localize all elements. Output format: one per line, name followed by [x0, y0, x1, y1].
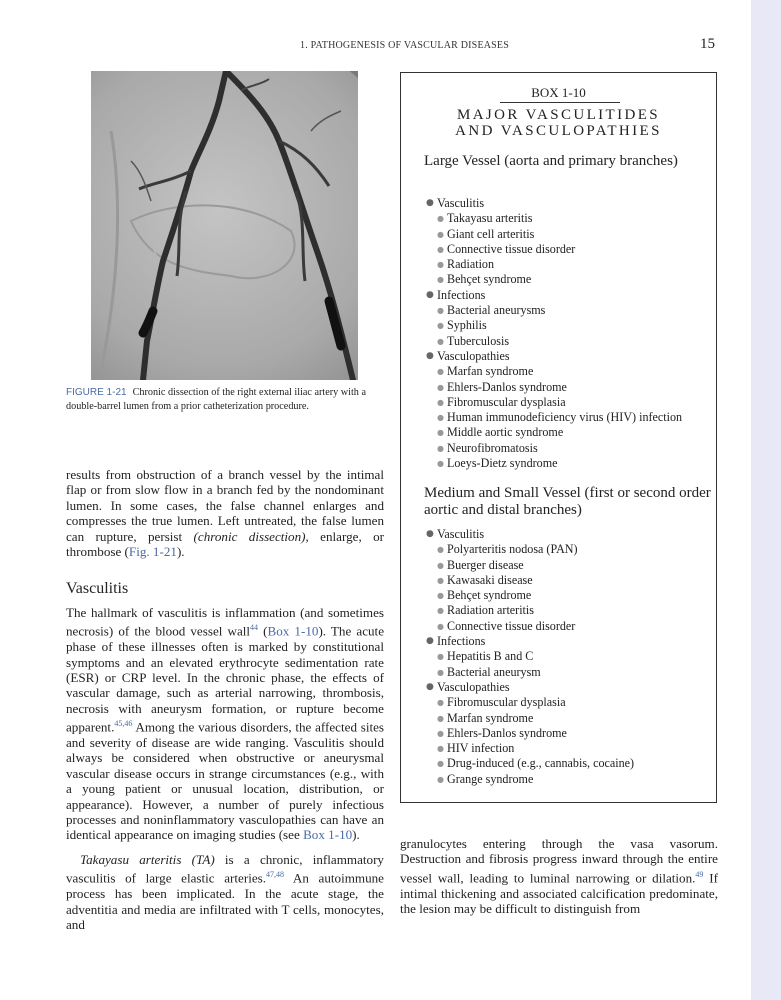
- right-paragraph: [400, 836, 718, 916]
- citation-link[interactable]: 47,48: [266, 870, 285, 880]
- list-item-text: Behçet syndrome: [447, 588, 532, 603]
- large-vessel-list: [401, 196, 718, 471]
- para2-text-3: ). The acute phase of these illnesses often is marked by constitutional symptoms and an elevated erythrocyte sedimentation rate (ESR) or CRP level. In the chronic phase, the effects of vascular damage, such as arterial narrowing, thrombosis, necrosis with aneurysm formation, or rupture become apparent.: [66, 623, 385, 735]
- box-reference-link[interactable]: Box 1-10: [303, 827, 353, 843]
- right-para-text-2: If intimal thickening and associated calcification predominate, the lesion may be difficult to distinguish from: [400, 870, 718, 916]
- list-item: [401, 680, 718, 695]
- list-item: [401, 573, 718, 588]
- bullet-icon: ●: [426, 529, 434, 539]
- sub-bullet-icon: ●: [437, 397, 444, 407]
- list-item-text: Hepatitis B and C: [447, 649, 534, 664]
- angiogram-figure: [91, 71, 358, 380]
- list-item-text: Fibromuscular dysplasia: [447, 394, 566, 409]
- sub-bullet-icon: ●: [437, 575, 444, 585]
- list-item-text: Tuberculosis: [447, 333, 510, 348]
- list-item: [401, 634, 718, 649]
- page-edge-strip: [751, 0, 781, 1000]
- para2-text-5: ).: [352, 827, 360, 843]
- list-item: [401, 588, 718, 603]
- sub-bullet-icon: ●: [437, 443, 444, 453]
- list-item: [401, 318, 718, 333]
- sub-bullet-icon: ●: [437, 382, 444, 392]
- list-item: [401, 456, 718, 471]
- list-item: [401, 257, 718, 272]
- list-item: [401, 665, 718, 680]
- bullet-icon: ●: [426, 636, 434, 647]
- bullet-icon: ●: [426, 350, 434, 361]
- sub-bullet-icon: ●: [437, 759, 444, 769]
- sub-bullet-icon: ●: [437, 713, 444, 723]
- list-item: [401, 441, 718, 456]
- para1-end: ).: [176, 544, 185, 560]
- list-item-text: Bacterial aneurysm: [447, 664, 541, 679]
- list-item-text: Middle aortic syndrome: [447, 425, 564, 440]
- sub-bullet-icon: ●: [437, 744, 444, 754]
- box-title: [401, 107, 716, 139]
- para1-italic: (chronic dissection),: [193, 528, 309, 544]
- list-item: [401, 242, 718, 257]
- list-item-text: Buerger disease: [447, 557, 524, 572]
- box-rule: [500, 102, 620, 103]
- figure-caption: [66, 386, 386, 414]
- list-item: [401, 542, 718, 557]
- list-item-text: Vasculopathies: [437, 679, 510, 694]
- list-item-text: Syphilis: [447, 318, 487, 333]
- figure-caption-text: Chronic dissection of the right external iliac artery with a double-barrel lumen from a prior catheterization procedure.: [66, 387, 366, 412]
- list-item-text: Giant cell arteritis: [447, 226, 535, 241]
- list-item: [401, 741, 718, 756]
- list-item-text: Neurofibromatosis: [447, 440, 538, 455]
- list-item-text: Marfan syndrome: [447, 710, 534, 725]
- list-item: [401, 334, 718, 349]
- list-item: [401, 603, 718, 618]
- list-item: [401, 695, 718, 710]
- sub-bullet-icon: ●: [437, 229, 444, 239]
- sub-bullet-icon: ●: [437, 306, 444, 316]
- citation-link[interactable]: 45,46: [114, 719, 133, 729]
- list-item-text: Vasculopathies: [437, 348, 510, 363]
- list-item: [401, 349, 718, 364]
- list-item: [401, 272, 718, 287]
- sub-bullet-icon: ●: [437, 560, 444, 570]
- sub-bullet-icon: ●: [437, 428, 444, 438]
- sub-bullet-icon: ●: [437, 275, 444, 285]
- list-item-text: Ehlers-Danlos syndrome: [447, 725, 567, 740]
- list-item-text: Connective tissue disorder: [447, 618, 576, 633]
- box-1-10: [400, 72, 717, 803]
- list-item-text: Fibromuscular dysplasia: [447, 695, 566, 710]
- list-item: [401, 425, 718, 440]
- left-paragraph-1: [66, 467, 384, 559]
- sub-bullet-icon: ●: [437, 728, 444, 738]
- list-item-text: Polyarteritis nodosa (PAN): [447, 542, 578, 557]
- list-item: [401, 303, 718, 318]
- list-item: [401, 395, 718, 410]
- bullet-icon: ●: [426, 198, 434, 208]
- sub-bullet-icon: ●: [437, 667, 444, 677]
- list-item-text: Drug-induced (e.g., cannabis, cocaine): [447, 756, 635, 771]
- list-item-text: Vasculitis: [437, 196, 485, 210]
- sub-bullet-icon: ●: [437, 336, 444, 346]
- sub-bullet-icon: ●: [437, 321, 444, 331]
- para2-text-1: The hallmark of vasculitis is inflammation (and sometimes necrosis) of the blood vessel wall: [66, 605, 384, 639]
- sub-bullet-icon: ●: [437, 545, 444, 555]
- list-item-text: Infections: [437, 634, 486, 649]
- list-item: [401, 558, 718, 573]
- list-item-text: Kawasaki disease: [447, 572, 533, 587]
- sub-bullet-icon: ●: [437, 260, 444, 270]
- list-item-text: Marfan syndrome: [447, 364, 534, 379]
- list-item: [401, 649, 718, 664]
- sub-bullet-icon: ●: [437, 591, 444, 601]
- list-item: [401, 227, 718, 242]
- para3-italic: Takayasu arteritis (TA): [80, 852, 215, 867]
- sub-bullet-icon: ●: [437, 459, 444, 469]
- sub-bullet-icon: ●: [437, 621, 444, 631]
- sub-bullet-icon: ●: [437, 606, 444, 616]
- list-item: [401, 410, 718, 425]
- bullet-icon: ●: [426, 289, 434, 300]
- sub-bullet-icon: ●: [437, 214, 444, 224]
- list-item-text: Loeys-Dietz syndrome: [447, 456, 558, 471]
- list-item: [401, 756, 718, 771]
- sub-bullet-icon: ●: [437, 774, 444, 784]
- list-item: [401, 288, 718, 303]
- list-item: [401, 619, 718, 634]
- citation-link[interactable]: 49: [695, 869, 704, 879]
- list-item: [401, 726, 718, 741]
- list-item: [401, 711, 718, 726]
- right-para-text-1: granulocytes entering through the vasa vasorum. Destruction and fibrosis progress inward through the entire vessel wall, leading to luminal narrowing or dilation.: [400, 836, 718, 886]
- list-item-text: Human immunodeficiency virus (HIV) infection: [447, 410, 683, 425]
- sub-bullet-icon: ●: [437, 367, 444, 377]
- list-item-text: HIV infection: [447, 741, 515, 756]
- para1-tail: enlarge, or thrombose (: [66, 528, 384, 560]
- sub-bullet-icon: ●: [437, 698, 444, 708]
- section-heading-large-vessel: Large Vessel (aorta and primary branches): [424, 153, 678, 169]
- list-item-text: Ehlers-Danlos syndrome: [447, 379, 567, 394]
- figure-label: FIGURE 1-21: [66, 387, 127, 398]
- list-item-text: Bacterial aneurysms: [447, 303, 546, 318]
- section-heading-medium-small-vessel: Medium and Small Vessel (first or second order aortic and distal branches): [424, 485, 711, 518]
- running-head: 1. PATHOGENESIS OF VASCULAR DISEASES: [300, 40, 510, 51]
- citation-link[interactable]: 44: [250, 623, 259, 633]
- list-item-text: Connective tissue disorder: [447, 241, 576, 256]
- box-title-line-2: AND VASCULOPATHIES: [455, 123, 662, 139]
- left-paragraph-2: [66, 605, 384, 843]
- list-item: [401, 380, 718, 395]
- left-paragraph-3: [66, 852, 384, 932]
- para3-text-1: is a chronic, inflammatory vasculitis of large elastic arteries.: [66, 852, 384, 886]
- list-item: [401, 211, 718, 226]
- list-item-text: Takayasu arteritis: [447, 211, 533, 226]
- page-number: 15: [700, 36, 715, 52]
- para2-text-2: (: [258, 623, 268, 639]
- section-heading-vasculitis: Vasculitis: [66, 580, 129, 597]
- sub-bullet-icon: ●: [437, 413, 444, 423]
- para1-text: results from obstruction of a branch vessel by the intimal flap or from slow flow in a branch fed by the nondominant lumen. In some cases, the false channel enlarges and compresses the true lumen. Left untreated, the false lumen can rupture, persist: [66, 467, 384, 544]
- list-item-text: Radiation: [447, 257, 495, 272]
- sub-bullet-icon: ●: [437, 652, 444, 662]
- list-item: [401, 772, 718, 787]
- para2-text-4: Among the various disorders, the affected sites and severity of disease are wide ranging. Vasculitis should always be considered when obstructive or aneurysmal vascular disease occurs in strange circumstances (e.g., with a young patient or unusual location, distribution, or appearance). However, a number of purely infectious processes and noninflammatory vasculopathies can have an identical appearance on imaging studies (see: [66, 719, 384, 843]
- list-item: [401, 196, 718, 211]
- list-item-text: Vasculitis: [437, 527, 485, 541]
- box-label: BOX 1-10: [531, 85, 586, 100]
- list-item-text: Grange syndrome: [447, 771, 534, 786]
- box-reference-link[interactable]: Box 1-10: [267, 623, 319, 639]
- list-item: [401, 364, 718, 379]
- list-item: [401, 527, 718, 542]
- list-item-text: Behçet syndrome: [447, 272, 532, 287]
- sub-bullet-icon: ●: [437, 244, 444, 254]
- bullet-icon: ●: [426, 681, 434, 692]
- box-title-line-1: MAJOR VASCULITIDES: [456, 107, 661, 123]
- medium-small-vessel-list: [401, 527, 718, 787]
- para3-text-2: An autoimmune process has been implicated. In the acute stage, the adventitia and media are infiltrated with T cells, monocytes, and: [66, 870, 384, 932]
- figure-reference-link[interactable]: Fig. 1-21: [128, 544, 177, 560]
- list-item-text: Radiation arteritis: [447, 603, 534, 618]
- list-item-text: Infections: [437, 287, 486, 302]
